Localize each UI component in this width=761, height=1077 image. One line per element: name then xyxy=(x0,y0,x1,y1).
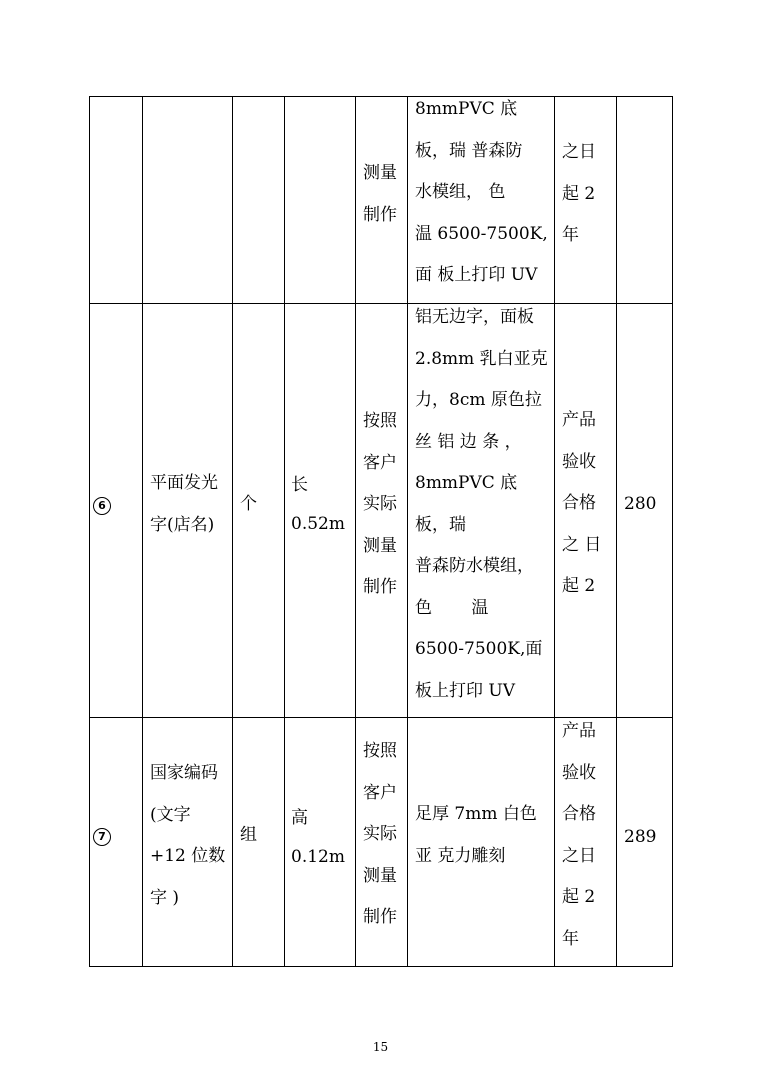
page-number: 15 xyxy=(372,1040,389,1054)
table-border xyxy=(89,96,673,97)
column-divider xyxy=(407,96,408,967)
cell-line: 实际 xyxy=(363,824,397,844)
cell-line: 板，瑞 xyxy=(415,514,466,535)
cell-line: 字(店名) xyxy=(150,514,215,535)
cell-description xyxy=(415,89,548,297)
cell-line: 制作 xyxy=(363,907,397,927)
cell-line: 色 温 xyxy=(415,597,489,618)
cell-warranty xyxy=(562,132,596,257)
column-divider xyxy=(355,96,356,967)
cell-price xyxy=(624,484,656,526)
cell-unit xyxy=(240,815,257,857)
cell-size xyxy=(291,466,345,544)
cell-line: 制作 xyxy=(363,204,397,225)
cell-method xyxy=(363,731,397,939)
cell-line: 2.8mm 乳白亚克 xyxy=(415,348,548,369)
cell-line: 字 ) xyxy=(150,887,180,908)
cell-line: 6500-7500K,面 xyxy=(415,639,543,659)
cell-line: 面 板上打印 UV xyxy=(415,265,538,285)
cell-line: 0.52m xyxy=(291,514,345,534)
cell-line: 国家编码 xyxy=(150,763,218,783)
cell-line: 丝 铝 边 条 ， xyxy=(415,431,522,452)
cell-line: 按照 xyxy=(363,741,397,761)
cell-description xyxy=(415,297,548,712)
cell-warranty xyxy=(562,711,596,960)
cell-line: 280 xyxy=(624,494,657,514)
cell-line: 0.12m xyxy=(291,847,345,867)
cell-line: 年 xyxy=(562,225,579,245)
cell-line: 按照 xyxy=(363,411,397,431)
column-divider xyxy=(232,96,233,967)
cell-name xyxy=(150,753,225,919)
cell-line: 制作 xyxy=(363,577,397,597)
cell-line: 高 xyxy=(291,808,308,828)
cell-line: 验收 xyxy=(562,451,596,472)
column-divider xyxy=(142,96,143,967)
column-divider xyxy=(554,96,555,967)
cell-description xyxy=(415,794,537,877)
cell-line: 温 6500-7500K, xyxy=(415,223,548,244)
cell-line: 亚 克力雕刻 xyxy=(415,845,506,866)
cell-line: 测量 xyxy=(363,865,397,886)
cell-line: 之日 xyxy=(562,845,596,866)
cell-line: 测量 xyxy=(363,163,397,183)
cell-line: 起 2 xyxy=(562,576,596,596)
cell-line: 板，瑞 普森防 xyxy=(415,140,523,161)
cell-line: 之日 xyxy=(562,142,596,162)
cell-line: 铝无边字，面板 xyxy=(415,307,534,327)
cell-line: 289 xyxy=(624,827,657,847)
cell-line: 8mmPVC 底 xyxy=(415,473,518,493)
row-divider xyxy=(89,303,673,304)
cell-line: 长 xyxy=(291,475,308,495)
cell-line: +12 位数 xyxy=(150,846,226,866)
cell-price xyxy=(624,817,656,859)
cell-line: 实际 xyxy=(363,494,397,514)
cell-line: 年 xyxy=(562,928,579,949)
cell-line: 普森防水模组， xyxy=(415,556,534,576)
cell-method xyxy=(363,153,397,236)
column-divider xyxy=(284,96,285,967)
cell-warranty xyxy=(562,400,601,608)
column-divider xyxy=(616,96,617,967)
column-divider xyxy=(89,96,90,967)
cell-name xyxy=(150,463,218,546)
column-divider xyxy=(672,96,673,967)
table-border xyxy=(89,966,673,967)
cell-line: 足厚 7mm 白色 xyxy=(415,804,537,824)
cell-line: 个 xyxy=(240,494,257,514)
cell-unit xyxy=(240,484,257,526)
cell-line: 平面发光 xyxy=(150,473,218,493)
cell-line: 起 2 xyxy=(562,183,596,204)
cell-method xyxy=(363,401,397,609)
cell-line: 合格 xyxy=(562,493,596,513)
cell-line: 之 日 xyxy=(562,534,602,555)
cell-line: 起 2 xyxy=(562,887,596,907)
cell-line: 力，8cm 原色拉 xyxy=(415,390,542,410)
cell-line: 组 xyxy=(240,825,257,845)
cell-line: 客户 xyxy=(363,782,397,803)
cell-line: 验收 xyxy=(562,762,596,783)
cell-line: 测量 xyxy=(363,535,397,556)
cell-line: 8mmPVC 底 xyxy=(415,99,518,119)
row-number-circle: 6 xyxy=(93,497,111,515)
cell-line: (文字 xyxy=(150,804,191,825)
cell-line: 水模组， 色 xyxy=(415,182,506,202)
cell-size xyxy=(291,799,345,877)
cell-line: 产品 xyxy=(562,721,596,741)
cell-line: 板上打印 UV xyxy=(415,680,516,701)
cell-line: 客户 xyxy=(363,452,397,473)
cell-line: 合格 xyxy=(562,804,596,824)
cell-line: 产品 xyxy=(562,410,596,430)
row-number-circle: 7 xyxy=(93,828,111,846)
